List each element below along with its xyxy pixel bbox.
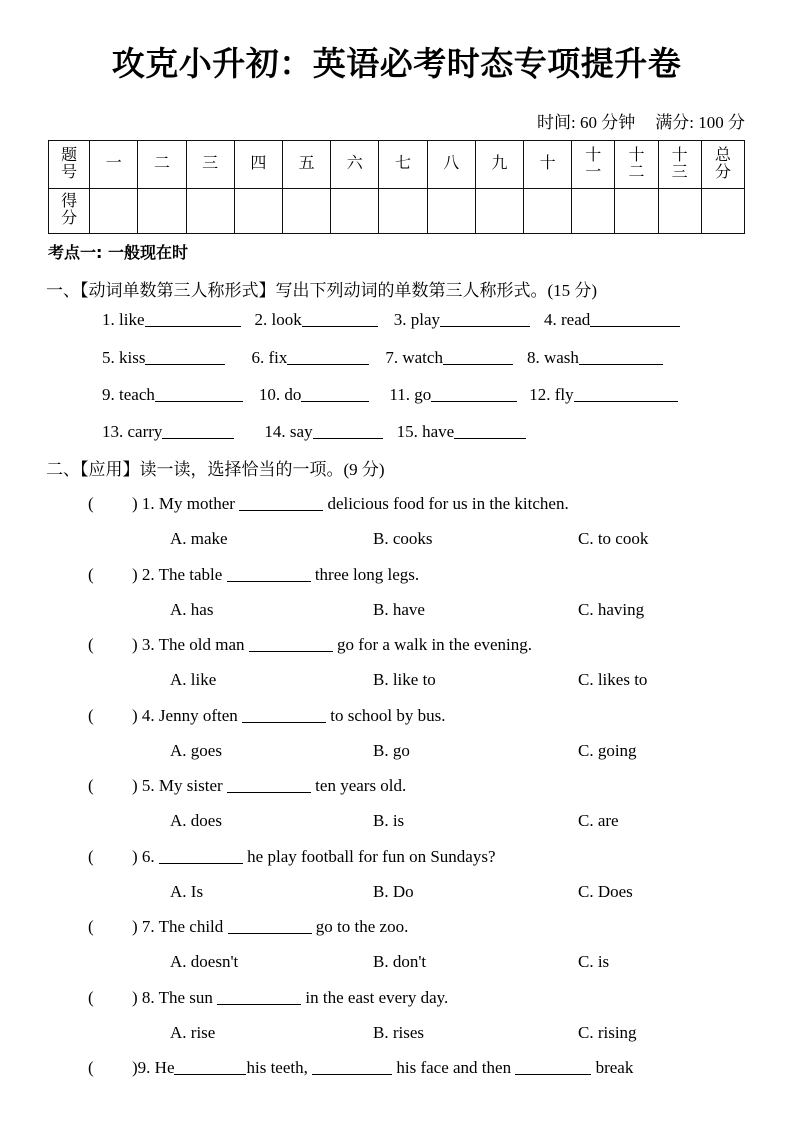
question-stem-part: break (591, 1058, 634, 1077)
section-one-heading: 一、【动词单数第三人称形式】写出下列动词的单数第三人称形式。(15 分) (46, 281, 598, 300)
score-table-value-cell[interactable] (572, 189, 615, 234)
verb-label: 5. kiss (102, 348, 146, 367)
answer-blank[interactable] (443, 349, 513, 365)
verb-fill-item (251, 348, 369, 368)
option-a[interactable]: A. has (170, 599, 214, 619)
answer-blank[interactable] (239, 495, 323, 511)
option-b[interactable]: B. rises (373, 1022, 424, 1042)
verb-label: 2. look (254, 310, 302, 329)
score-table-value-cell[interactable] (379, 189, 427, 234)
answer-blank[interactable] (227, 566, 311, 582)
verb-fill-item (102, 348, 225, 368)
question-stem-tail: to school by bus. (326, 705, 446, 725)
verb-label: 12. fly (529, 385, 574, 404)
option-c[interactable]: C. are (578, 811, 619, 830)
verb-label: 14. say (264, 422, 313, 441)
question-number: ) 4. Jenny often (132, 705, 243, 725)
option-a[interactable]: A. does (170, 811, 222, 830)
time-label: 时间: 60 分钟 (537, 113, 636, 132)
verb-fill-item (529, 385, 677, 405)
option-b[interactable]: B. have (373, 599, 425, 619)
answer-bracket[interactable]: ( (88, 776, 94, 795)
question-stem (88, 494, 569, 514)
answer-blank[interactable] (155, 386, 243, 402)
answer-blank[interactable] (301, 386, 369, 402)
score-table-header-cell: 八 (427, 141, 475, 189)
score-table-value-cell[interactable] (90, 189, 138, 234)
question-stem-tail: delicious food for us in the kitchen. (323, 494, 569, 513)
option-c[interactable]: C. likes to (578, 670, 648, 689)
question-stem (88, 1058, 633, 1078)
score-table-header-cell: 三 (186, 141, 234, 189)
answer-blank[interactable] (313, 423, 383, 439)
question-stem (88, 988, 448, 1008)
answer-blank[interactable] (249, 636, 333, 652)
verb-label: 13. carry (102, 422, 163, 441)
question-stem-tail: he play football for fun on Sundays? (242, 846, 496, 866)
question-stem (88, 917, 408, 937)
question-stem (88, 847, 496, 867)
score-table-header-cell: 六 (331, 141, 379, 189)
score-table-header-cell: 十 (524, 141, 572, 189)
score-table-value-cell[interactable] (658, 189, 701, 234)
question-stem-tail: go for a walk in the evening. (332, 635, 532, 654)
option-c[interactable]: C. to cook (578, 529, 649, 548)
full-score-label: 满分: 100 分 (655, 113, 745, 132)
score-table-value-cell[interactable] (524, 189, 572, 234)
question-stem-tail: three long legs. (310, 564, 420, 584)
question-number: ) 7. The child (132, 917, 228, 936)
verb-row (88, 385, 678, 405)
verb-label: 3. play (393, 310, 441, 329)
verb-label: 11. go (389, 385, 432, 404)
option-b[interactable]: B. don't (373, 952, 427, 971)
question-number: ) 6. (132, 846, 159, 866)
question-stem (88, 776, 406, 796)
question-stem (88, 565, 419, 585)
option-b[interactable]: B. like to (373, 670, 436, 689)
option-a[interactable]: A. Is (170, 881, 204, 901)
score-table-header-cell: 九 (475, 141, 523, 189)
answer-bracket[interactable]: ( (88, 635, 94, 654)
option-b[interactable]: B. cooks (373, 529, 433, 548)
verb-label: 9. teach (102, 385, 155, 404)
verb-fill-item (102, 310, 241, 330)
score-table-value-cell[interactable] (475, 189, 523, 234)
score-table-value-cell[interactable] (615, 189, 658, 234)
question-number: ) 5. My sister (132, 776, 227, 795)
exam-meta (537, 108, 745, 133)
score-table-row (49, 189, 745, 234)
score-table-row-label: 得 分 (49, 189, 90, 234)
verb-fill-item (102, 422, 234, 442)
score-table-header-cell: 四 (234, 141, 282, 189)
answer-blank[interactable] (302, 311, 378, 327)
question-stem-tail: in the east every day. (301, 987, 449, 1007)
verb-fill-item (102, 385, 243, 405)
score-table-header-cell: 总 分 (701, 141, 744, 189)
verb-label: 6. fix (251, 348, 288, 367)
verb-fill-item (527, 348, 663, 368)
question-number: ) 8. The sun (132, 987, 218, 1007)
verb-label: 10. do (258, 385, 302, 404)
answer-blank[interactable] (159, 848, 243, 864)
option-c[interactable]: C. rising (578, 1022, 637, 1042)
answer-blank[interactable] (227, 777, 311, 793)
answer-blank[interactable] (287, 349, 369, 365)
score-table-value-cell[interactable] (331, 189, 379, 234)
score-table-header-cell: 一 (90, 141, 138, 189)
verb-row (88, 310, 680, 330)
option-b[interactable]: B. Do (373, 881, 414, 901)
answer-blank[interactable] (579, 349, 663, 365)
score-table-value-cell[interactable] (701, 189, 744, 234)
verb-label: 15. have (396, 422, 455, 441)
option-c[interactable]: C. having (578, 599, 645, 619)
verb-label: 8. wash (526, 348, 579, 367)
topic-heading: 考点一: 一般现在时 (48, 243, 188, 262)
verb-label: 4. read (544, 310, 591, 329)
option-a[interactable]: A. like (170, 670, 217, 689)
score-table-header-cell: 二 (138, 141, 186, 189)
question-stem (88, 706, 446, 726)
verb-fill-item (255, 310, 378, 330)
answer-blank[interactable] (574, 386, 678, 402)
answer-bracket[interactable]: ( (88, 564, 94, 584)
answer-bracket[interactable]: ( (88, 705, 94, 725)
score-table-value-cell[interactable] (282, 189, 330, 234)
option-a[interactable]: A. doesn't (170, 952, 239, 971)
score-table-value-cell[interactable] (234, 189, 282, 234)
question-stem-part: his teeth, (246, 1058, 313, 1077)
question-number: )9. He (132, 1058, 175, 1077)
score-table-header-cell: 十 一 (572, 141, 615, 189)
answer-blank[interactable] (515, 1059, 591, 1075)
answer-blank[interactable] (228, 918, 312, 934)
score-table-value-cell[interactable] (186, 189, 234, 234)
question-stem-tail: go to the zoo. (311, 917, 409, 936)
option-a[interactable]: A. rise (170, 1022, 216, 1042)
question-stem (88, 635, 532, 655)
verb-fill-item (544, 310, 680, 330)
score-table-row (49, 141, 745, 189)
score-table (48, 140, 745, 234)
question-number: ) 2. The table (132, 564, 227, 584)
page-title: 攻克小升初：英语必考时态专项提升卷 (111, 44, 682, 83)
answer-bracket[interactable]: ( (88, 917, 94, 936)
score-table-value-cell[interactable] (427, 189, 475, 234)
option-b[interactable]: B. go (373, 740, 410, 760)
score-table-value-cell[interactable] (138, 189, 186, 234)
score-table-row-label: 题 号 (49, 141, 90, 189)
verb-row (88, 422, 526, 442)
option-a[interactable]: A. goes (170, 740, 222, 760)
score-table-header-cell: 七 (379, 141, 427, 189)
verb-fill-item (397, 422, 527, 442)
question-stem-part: his face and then (392, 1058, 516, 1077)
answer-blank[interactable] (440, 311, 530, 327)
question-number: ) 3. The old man (132, 635, 249, 654)
score-table-header-cell: 十 三 (658, 141, 701, 189)
score-table-header-cell: 五 (282, 141, 330, 189)
answer-blank[interactable] (174, 1059, 246, 1075)
answer-bracket[interactable]: ( (88, 987, 94, 1007)
score-table-header-cell: 十 二 (615, 141, 658, 189)
answer-blank[interactable] (145, 311, 241, 327)
answer-bracket[interactable]: ( (88, 1058, 94, 1077)
verb-fill-item (394, 310, 530, 330)
option-a[interactable]: A. make (170, 529, 228, 548)
question-stem-tail: ten years old. (310, 776, 407, 795)
answer-blank[interactable] (217, 989, 301, 1005)
verb-label: 1. like (102, 310, 145, 329)
option-c[interactable]: C. going (578, 740, 637, 760)
answer-blank[interactable] (145, 349, 225, 365)
verb-fill-item (389, 385, 517, 405)
option-c[interactable]: C. Does (578, 881, 633, 901)
option-c[interactable]: C. is (578, 952, 610, 971)
section-two-heading: 二、【应用】读一读，选择恰当的一项。(9 分) (46, 460, 385, 479)
verb-row (88, 348, 663, 368)
answer-blank[interactable] (162, 423, 234, 439)
verb-fill-item (264, 422, 382, 442)
answer-blank[interactable] (242, 707, 326, 723)
verb-fill-item (385, 348, 513, 368)
option-b[interactable]: B. is (373, 811, 405, 830)
answer-bracket[interactable]: ( (88, 494, 94, 513)
answer-blank[interactable] (431, 386, 517, 402)
verb-fill-item (259, 385, 370, 405)
answer-blank[interactable] (454, 423, 526, 439)
verb-label: 7. watch (385, 348, 443, 367)
answer-blank[interactable] (590, 311, 680, 327)
answer-blank[interactable] (312, 1059, 392, 1075)
answer-bracket[interactable]: ( (88, 846, 94, 866)
question-number: ) 1. My mother (132, 494, 240, 513)
